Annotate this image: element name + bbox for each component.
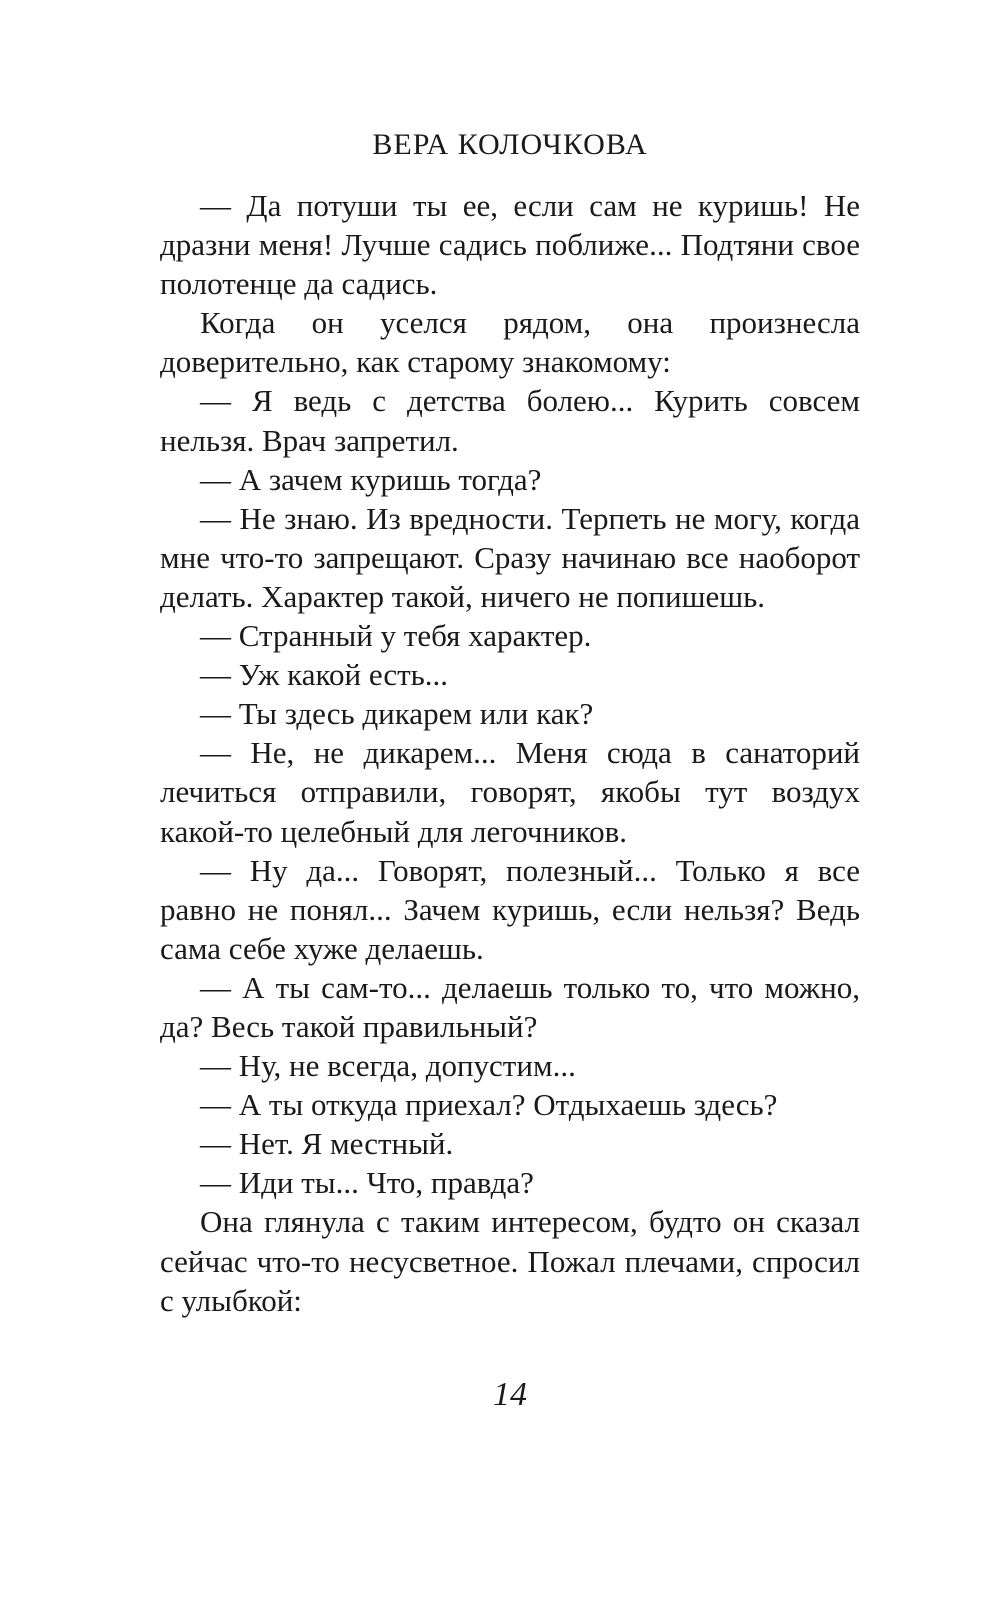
page-number: 14: [493, 1376, 527, 1413]
paragraph: — Иди ты... Что, правда?: [200, 1165, 534, 1201]
running-head: ВЕРА КОЛОЧКОВА: [372, 128, 648, 161]
paragraph: — Странный у тебя характер.: [200, 618, 592, 654]
paragraph: — Ты здесь дикарем или как?: [200, 696, 594, 732]
paragraph: — Не, не дикарем... Меня сюда в санаторий лечиться отправили, говорят, якобы тут воздух какой-то целебный для легочников.: [160, 735, 860, 849]
paragraph: — Ну, не всегда, допустим...: [200, 1048, 576, 1084]
paragraph: — А ты откуда приехал? Отдыхаешь здесь?: [200, 1087, 778, 1123]
paragraph: — Уж какой есть...: [200, 657, 449, 693]
paragraph: — А зачем куришь тогда?: [200, 461, 542, 497]
paragraph: — Ну да... Говорят, полезный... Только я все равно не понял... Зачем куришь, если нельзя? Ведь сама себе хуже делаешь.: [160, 852, 860, 966]
paragraph: — Я ведь с детства болею... Курить совсем нельзя. Врач запретил.: [160, 383, 860, 458]
paragraph: — А ты сам-то... делаешь только то, что можно, да? Весь такой правильный?: [160, 969, 860, 1044]
body-text: [160, 186, 860, 1320]
paragraph: — Не знаю. Из вредности. Терпеть не могу, когда мне что-то запрещают. Сразу начинаю все наоборот делать. Характер такой, ничего не попишешь.: [160, 500, 860, 614]
paragraph: — Да потуши ты ее, если сам не куришь! Не дразни меня! Лучше садись поближе... Подтяни свое полотенце да садись.: [160, 188, 860, 302]
paragraph: Когда он уселся рядом, она произнесла доверительно, как старому знакомому:: [160, 305, 860, 380]
paragraph: — Нет. Я местный.: [200, 1126, 454, 1162]
paragraph: Она глянула с таким интересом, будто он сказал сейчас что-то несусветное. Пожал плечами, спросил с улыбкой:: [160, 1204, 860, 1318]
